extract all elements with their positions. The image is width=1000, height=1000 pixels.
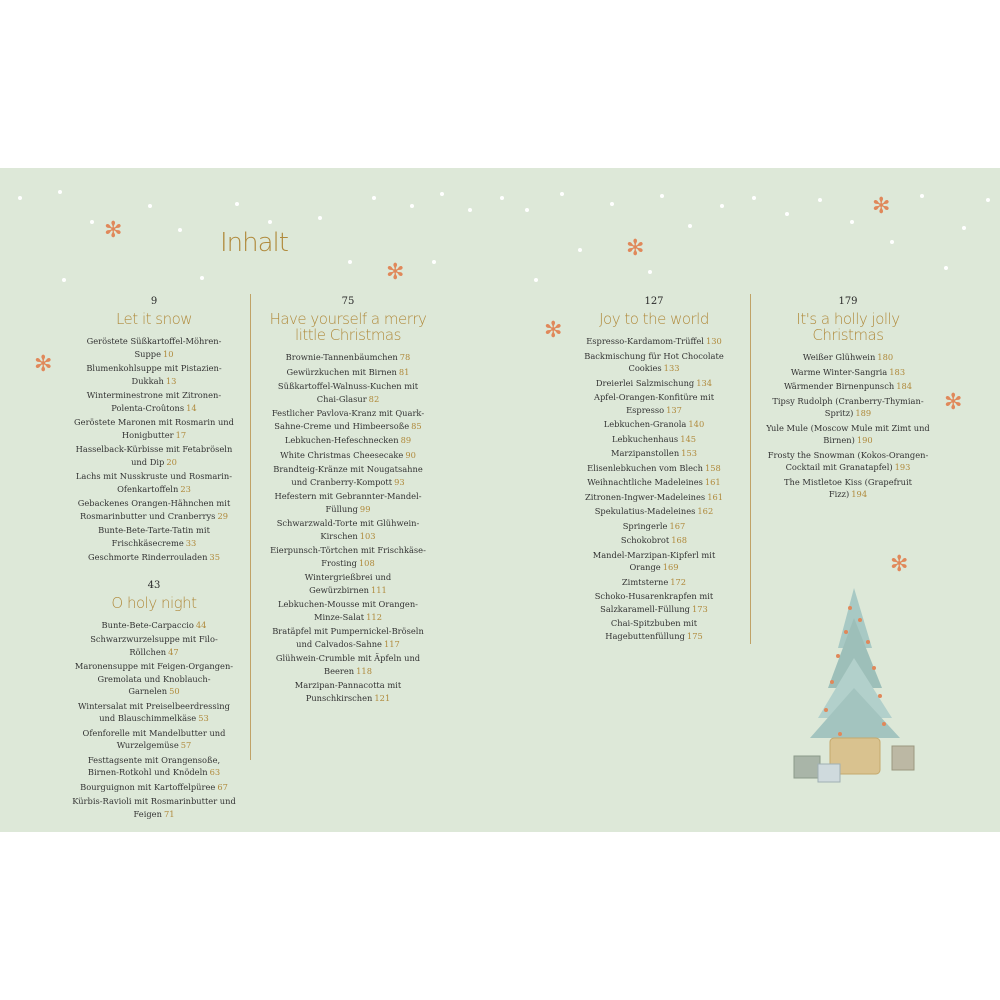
- toc-entry[interactable]: Winterminestrone mit Zitronen-Polenta-Croûtons 14: [86, 390, 222, 413]
- toc-entry[interactable]: Springerle 167: [622, 520, 686, 531]
- snow-dot: [200, 276, 204, 280]
- toc-entry[interactable]: Wintergrießbrei und Gewürzbirnen 111: [304, 572, 392, 595]
- snow-dot: [268, 220, 272, 224]
- snow-dot: [688, 224, 692, 228]
- toc-entry[interactable]: Lachs mit Nusskruste und Rosmarin-Ofenkartoffeln 23: [75, 471, 233, 494]
- snow-dot: [986, 198, 990, 202]
- snow-dot: [432, 260, 436, 264]
- snow-dot: [890, 240, 894, 244]
- page-title: Inhalt: [220, 228, 288, 258]
- snow-dot: [610, 202, 614, 206]
- snow-dot: [90, 220, 94, 224]
- toc-entry[interactable]: Eierpunsch-Törtchen mit Frischkäse-Frosting 108: [270, 545, 426, 568]
- toc-entry[interactable]: Elisenlebkuchen vom Blech 158: [587, 462, 721, 473]
- toc-entry[interactable]: Geröstete Maronen mit Rosmarin und Honigbutter 17: [74, 417, 234, 440]
- snow-dot: [62, 278, 66, 282]
- toc-section: [72, 580, 236, 821]
- snow-dot: [178, 228, 182, 232]
- snow-dot: [560, 192, 564, 196]
- toc-entry[interactable]: Backmischung für Hot Chocolate Cookies 133: [584, 350, 724, 373]
- snowflake-icon: ✻: [890, 552, 909, 577]
- snow-dot: [944, 266, 948, 270]
- toc-section: [72, 296, 236, 564]
- toc-entry[interactable]: [572, 644, 736, 657]
- toc-entry[interactable]: Zimtsterne 172: [621, 576, 687, 587]
- toc-column-3: [572, 296, 736, 673]
- toc-entry[interactable]: Bunte-Bete-Carpaccio 44: [101, 619, 207, 630]
- section-page-number: 127: [644, 296, 664, 307]
- section-page-number: 9: [150, 296, 158, 307]
- snow-dot: [962, 226, 966, 230]
- toc-entry[interactable]: Wintersalat mit Preiselbeerdressing und Blauschimmelkäse 53: [78, 700, 230, 723]
- snow-dot: [440, 192, 444, 196]
- snow-dot: [235, 202, 239, 206]
- toc-entry[interactable]: Brandteig-Kränze mit Nougatsahne und Cranberry-Kompott 93: [273, 464, 423, 487]
- snow-dot: [348, 260, 352, 264]
- snow-dot: [534, 278, 538, 282]
- snow-dot: [410, 204, 414, 208]
- snowflake-icon: ✻: [386, 260, 405, 285]
- section-title: Have yourself a merry little Christmas: [269, 310, 427, 344]
- snow-dot: [578, 248, 582, 252]
- toc-entry[interactable]: Gebackenes Orangen-Hähnchen mit Rosmarinbutter und Cranberrys 29: [77, 498, 231, 521]
- toc-entry[interactable]: Apfel-Orangen-Konfitüre mit Espresso 137: [593, 392, 715, 415]
- toc-entry[interactable]: Zitronen-Ingwer-Madeleines 161: [584, 491, 724, 502]
- section-title: O holy night: [111, 593, 197, 612]
- snow-dot: [372, 196, 376, 200]
- snowflake-icon: ✻: [944, 390, 963, 415]
- toc-entry[interactable]: Bunte-Bete-Tarte-Tatin mit Frischkäsecreme 33: [98, 525, 210, 548]
- toc-column-1: [72, 296, 236, 822]
- toc-entry[interactable]: Frosty the Snowman (Kokos-Orangen-Cocktail mit Granatapfel) 193: [767, 449, 929, 472]
- toc-entry[interactable]: Lebkuchen-Mousse mit Orangen-Minze-Salat 112: [278, 599, 418, 622]
- section-title: It's a holly jolly Christmas: [796, 310, 900, 344]
- snow-dot: [785, 212, 789, 216]
- toc-entry[interactable]: Schwarzwurzelsuppe mit Filo-Röllchen 47: [90, 634, 218, 657]
- toc-entry[interactable]: Gewürzkuchen mit Birnen 81: [286, 366, 410, 377]
- toc-entry[interactable]: Marzipan-Pannacotta mit Punschkirschen 121: [294, 680, 402, 703]
- toc-entry[interactable]: The Mistletoe Kiss (Grapefruit Fizz) 194: [784, 476, 912, 499]
- snow-dot: [752, 196, 756, 200]
- toc-entry[interactable]: [572, 659, 736, 672]
- snowflake-icon: ✻: [34, 352, 53, 377]
- toc-entry[interactable]: Maronensuppe mit Feigen-Organgen-Gremolata und Knoblauch-Garnelen 50: [74, 661, 234, 696]
- toc-entry[interactable]: Schwarzwald-Torte mit Glühwein-Kirschen 103: [276, 518, 420, 541]
- snow-dot: [720, 204, 724, 208]
- snowflake-icon: ✻: [626, 236, 645, 261]
- section-page-number: 179: [838, 296, 858, 307]
- section-page-number: 43: [147, 579, 161, 591]
- toc-section: [266, 296, 430, 733]
- snow-dot: [660, 194, 664, 198]
- book-spread: [0, 168, 1000, 832]
- snow-dot: [920, 194, 924, 198]
- gift-box: [818, 764, 840, 782]
- snow-dot: [500, 196, 504, 200]
- toc-entry[interactable]: Dreierlei Salzmischung 134: [595, 377, 713, 388]
- toc-entry[interactable]: Tipsy Rudolph (Cranberry-Thymian-Spritz) 189: [772, 395, 924, 418]
- toc-column-2: [266, 296, 430, 735]
- snow-dot: [318, 216, 322, 220]
- toc-entry[interactable]: Bourguignon mit Kartoffelpüree 67: [80, 781, 228, 792]
- toc-entry[interactable]: Warme Winter-Sangria 183: [790, 366, 906, 377]
- toc-entry[interactable]: Hasselback-Kürbisse mit Fetabröseln und Dip 20: [75, 444, 233, 467]
- toc-entry[interactable]: Weißer Glühwein 180: [802, 352, 894, 362]
- snowflake-icon: ✻: [104, 218, 123, 243]
- section-title: Let it snow: [115, 310, 193, 328]
- toc-entry[interactable]: Schokobrot 168: [620, 535, 688, 545]
- snow-dot: [648, 270, 652, 274]
- toc-section: [572, 296, 736, 671]
- toc-entry[interactable]: Glühwein-Crumble mit Äpfeln und Beeren 118: [275, 653, 421, 676]
- snow-dot: [850, 220, 854, 224]
- toc-entry[interactable]: Marzipanstollen 153: [610, 448, 698, 458]
- gift-box: [794, 756, 820, 778]
- column-divider: [750, 294, 751, 644]
- toc-entry[interactable]: Süßkartoffel-Walnuss-Kuchen mit Chai-Glasur 82: [277, 381, 419, 404]
- toc-entry[interactable]: White Christmas Cheesecake 90: [280, 449, 416, 460]
- snow-dot: [468, 208, 472, 212]
- toc-entry[interactable]: Lebkuchenhaus 145: [611, 433, 697, 444]
- snowflake-icon: ✻: [544, 318, 563, 343]
- toc-entry[interactable]: Ofenforelle mit Mandelbutter und Wurzelgemüse 57: [82, 727, 226, 750]
- toc-entry[interactable]: Lebkuchen-Hefeschnecken 89: [284, 435, 412, 445]
- toc-entry[interactable]: Espresso-Kardamom-Trüffel 130: [586, 336, 722, 346]
- snow-dot: [18, 196, 22, 200]
- toc-entry[interactable]: [266, 721, 430, 734]
- toc-section: [766, 296, 930, 501]
- toc-entry[interactable]: Bratäpfel mit Pumpernickel-Bröseln und Calvados-Sahne 117: [272, 626, 424, 649]
- toc-entry[interactable]: Geröstete Süßkartoffel-Möhren-Suppe 10: [86, 336, 222, 359]
- tree-branches: [810, 588, 900, 738]
- section-page-number: 75: [341, 296, 355, 307]
- toc-entry[interactable]: Chai-Spitzbuben mit Hagebuttenfüllung 175: [605, 618, 703, 641]
- toc-entry[interactable]: Yule Mule (Moscow Mule mit Zimt und Birnen) 190: [766, 422, 930, 445]
- toc-entry[interactable]: [266, 706, 430, 719]
- christmas-tree-illustration: [780, 578, 930, 798]
- toc-entry[interactable]: Mandel-Marzipan-Kipferl mit Orange 169: [592, 549, 716, 572]
- toc-entry[interactable]: Geschmorte Rinderrouladen 35: [88, 552, 220, 562]
- toc-entry[interactable]: Wärmender Birnenpunsch 184: [783, 381, 913, 391]
- snow-dot: [525, 208, 529, 212]
- toc-entry[interactable]: Hefestern mit Gebrannter-Mandel-Füllung 99: [274, 491, 422, 514]
- toc-entry[interactable]: Brownie-Tannenbäumchen 78: [285, 352, 411, 362]
- toc-entry[interactable]: Weihnachtliche Madeleines 161: [587, 477, 721, 487]
- toc-entry[interactable]: Schoko-Husarenkrapfen mit Salzkaramell-Füllung 173: [594, 591, 714, 614]
- toc-entry[interactable]: Lebkuchen-Granola 140: [603, 419, 705, 429]
- snow-dot: [58, 190, 62, 194]
- toc-entry[interactable]: Festtagsente mit Orangensoße, Birnen-Rotkohl und Knödeln 63: [87, 754, 221, 777]
- toc-entry[interactable]: Spekulatius-Madeleines 162: [594, 506, 714, 516]
- column-divider: [250, 294, 251, 760]
- snow-dot: [818, 198, 822, 202]
- section-title: Joy to the world: [599, 310, 709, 328]
- toc-entry[interactable]: Kürbis-Ravioli mit Rosmarinbutter und Feigen 71: [72, 796, 236, 819]
- snow-dot: [148, 204, 152, 208]
- toc-entry[interactable]: Festlicher Pavlova-Kranz mit Quark-Sahne-Creme und Himbeersoße 85: [271, 408, 425, 431]
- toc-column-4: [766, 296, 930, 503]
- toc-entry[interactable]: Blumenkohlsuppe mit Pistazien-Dukkah 13: [86, 363, 222, 386]
- gift-box: [892, 746, 914, 770]
- snowflake-icon: ✻: [872, 194, 891, 219]
